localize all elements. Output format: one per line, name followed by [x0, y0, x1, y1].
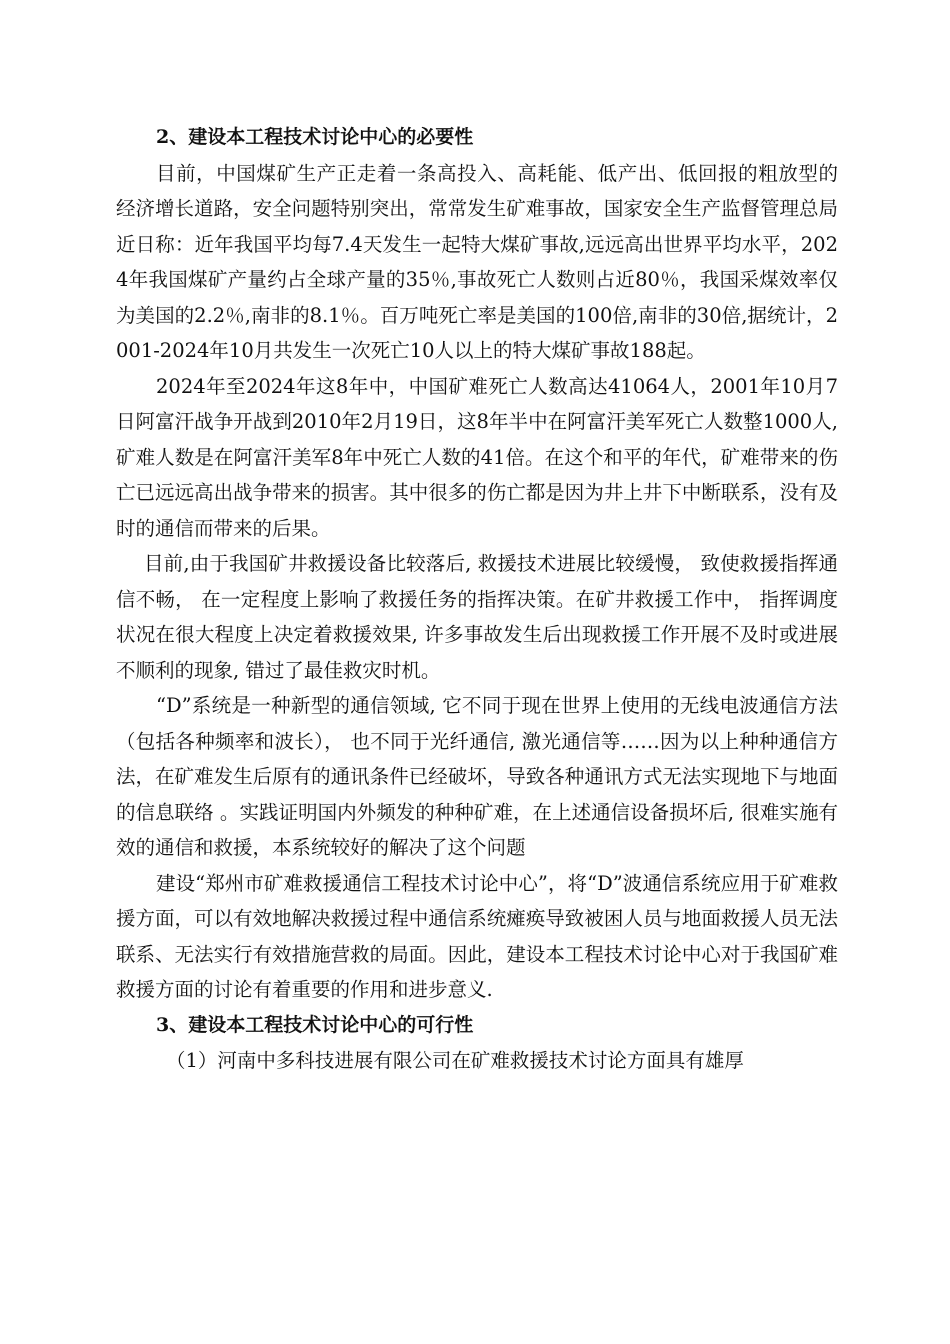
- paragraph-rescue-equipment: 目前,由于我国矿井救援设备比较落后, 救援技术进展比较缓慢， 致使救援指挥通信不畅， 在一定程度上影响了救援任务的指挥决策。在矿井救援工作中， 指挥调度状况在很大程度上决定着救援效果, 许多事故发生后出现救援工作开展不及时或进展不顺利的现象, 错过了最佳救灾时机。: [116, 552, 838, 682]
- paragraph-center-significance: 建设“郑州市矿难救援通信工程技术讨论中心”，将“D”波通信系统应用于矿难救援方面，可以有效地解决救援过程中通信系统瘫痪导致被困人员与地面救援人员无法联系、无法实行有效措施营救的局面。因此，建设本工程技术讨论中心对于我国矿难救援方面的讨论有着重要的作用和进步意义.: [116, 871, 838, 1001]
- paragraph-d-system: “D”系统是一种新型的通信领域, 它不同于现在世界上使用的无线电波通信方法（包括各种频率和波长）， 也不同于光纤通信, 激光通信等……因为以上种种通信方法，在矿难发生后原有的通讯条件已经破坏，导致各种通讯方式无法实现地下与地面的信息联络 。实践证明国内外频发的种种矿难，在上述通信设备损坏后, 很难实施有效的通信和救援，本系统较好的解决了这个问题: [116, 694, 838, 859]
- feasibility-item-1: （1）河南中多科技进展有限公司在矿难救援技术讨论方面具有雄厚: [166, 1049, 744, 1072]
- paragraph-mining-death-statistics: 2024年至2024年这8年中，中国矿难死亡人数高达41064人，2001年10月7日阿富汗战争开战到2010年2月19日，这8年半中在阿富汗美军死亡人数整1000人,矿难人数是在阿富汗美军8年中死亡人数的41倍。在这个和平的年代，矿难带来的伤亡已远远高出战争带来的损害。其中很多的伤亡都是因为井上井下中断联系，没有及时的通信而带来的后果。: [116, 374, 838, 540]
- section-heading-feasibility: 3、建设本工程技术讨论中心的可行性: [156, 1013, 474, 1036]
- document-body: [116, 120, 838, 1079]
- section-heading-necessity: 2、建设本工程技术讨论中心的必要性: [156, 126, 474, 148]
- paragraph-coal-mining-status: 目前，中国煤矿生产正走着一条高投入、高耗能、低产出、低回报的粗放型的经济增长道路，安全问题特别突出，常常发生矿难事故，国家安全生产监督管理总局近日称：近年我国平均每7.4天发生一起特大煤矿事故,远远高出世界平均水平，2024年我国煤矿产量约占全球产量的35％,事故死亡人数则占近80％，我国采煤效率仅为美国的2.2％,南非的8.1％。百万吨死亡率是美国的100倍,南非的30倍,据统计，2001-2024年10月共发生一次死亡10人以上的特大煤矿事故188起。: [116, 161, 838, 362]
